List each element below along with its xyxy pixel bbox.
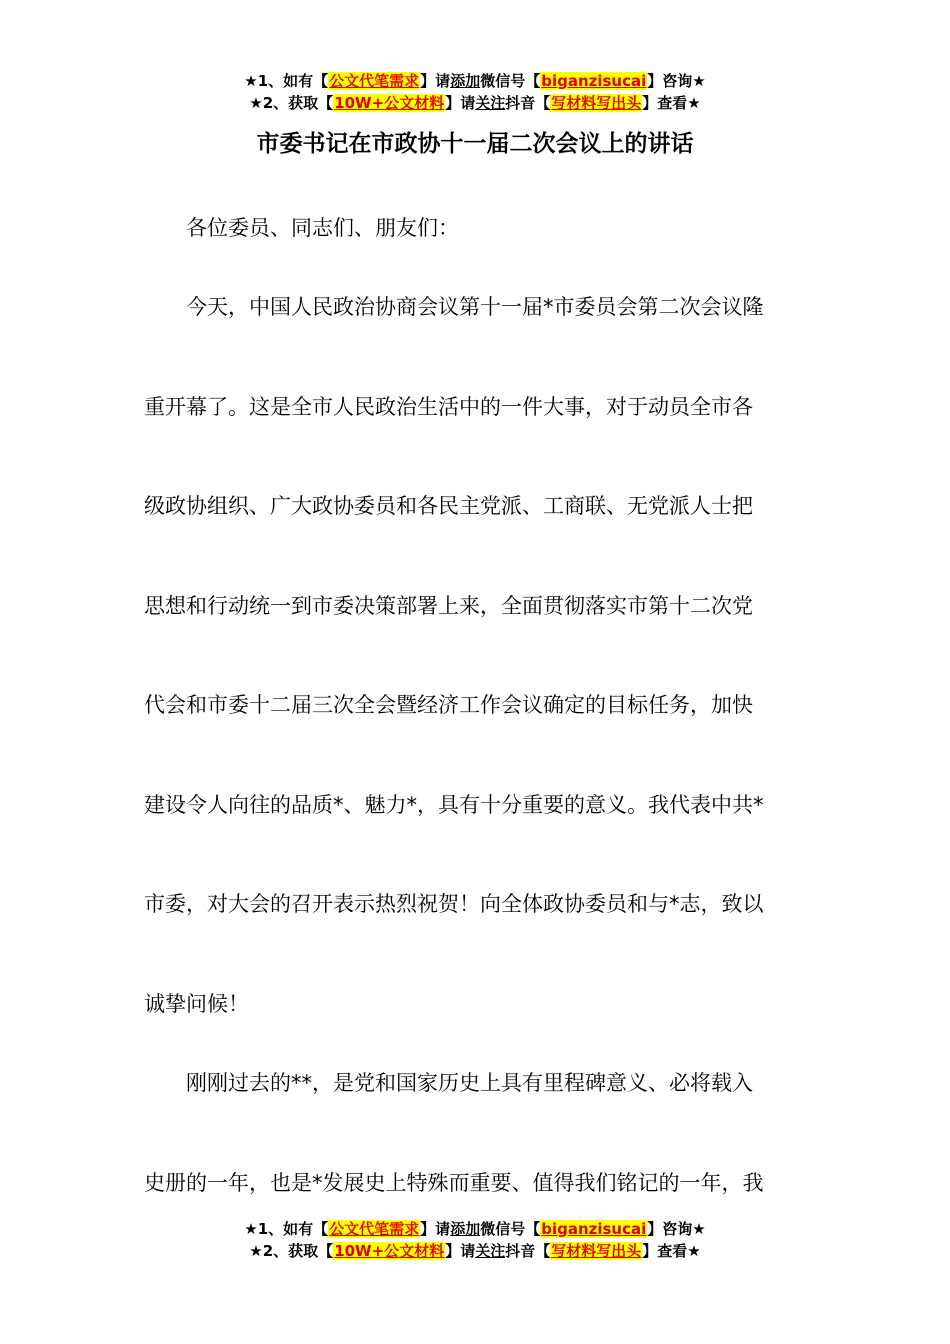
banner-text: 】请 [420, 1220, 451, 1238]
banner-text: ★1、如有【 [244, 72, 329, 90]
banner-text: 】请 [445, 1242, 476, 1260]
banner-highlight: biganzisucai [541, 1220, 647, 1238]
banner-text: 抖音【 [505, 94, 551, 112]
body-line: 刚刚过去的**，是党和国家历史上具有里程碑意义、必将载入 [144, 1071, 753, 1095]
body-line: 今天，中国人民政治协商会议第十一届*市委员会第二次会议隆 [144, 295, 764, 319]
banner-text: ★2、获取【 [249, 94, 334, 112]
banner-highlight: 10W+公文材料 [334, 94, 445, 112]
banner-line-2 [0, 1240, 950, 1262]
banner-text: 】请 [445, 94, 476, 112]
banner-text: 】咨询★ [647, 1220, 706, 1238]
banner-text: ★1、如有【 [244, 1220, 329, 1238]
banner-text: ★2、获取【 [249, 1242, 334, 1260]
body-line: 重开幕了。这是全市人民政治生活中的一件大事，对于动员全市各 [144, 395, 753, 419]
banner-highlight: 写材料写出头 [551, 94, 642, 112]
banner-emphasis: 关注 [475, 94, 506, 112]
banner-highlight: 公文代笔需求 [329, 1220, 420, 1238]
body-line: 市委，对大会的召开表示热烈祝贺！向全体政协委员和与*志，致以 [144, 892, 764, 916]
body-line: 级政协组织、广大政协委员和各民主党派、工商联、无党派人士把 [144, 494, 753, 518]
banner-text: 】请 [420, 72, 451, 90]
body-line: 建设令人向往的品质*、魅力*，具有十分重要的意义。我代表中共* [144, 793, 764, 817]
banner-text: 】咨询★ [647, 72, 706, 90]
banner-highlight: biganzisucai [541, 72, 647, 90]
banner-text: 微信号【 [480, 1220, 541, 1238]
body-line: 诚挚问候！ [144, 992, 249, 1016]
footer-banner [0, 1218, 950, 1262]
banner-line-1 [0, 1218, 950, 1240]
banner-highlight: 公文代笔需求 [329, 72, 420, 90]
body-line: 思想和行动统一到市委决策部署上来，全面贯彻落实市第十二次党 [144, 594, 753, 618]
banner-highlight: 写材料写出头 [551, 1242, 642, 1260]
body-line: 各位委员、同志们、朋友们： [144, 216, 459, 240]
banner-text: 】查看★ [642, 1242, 701, 1260]
banner-emphasis: 添加 [450, 72, 481, 90]
document-title: 市委书记在市政协十一届二次会议上的讲话 [256, 131, 694, 157]
header-banner [0, 70, 950, 114]
banner-line-1 [0, 70, 950, 92]
body-line: 代会和市委十二届三次全会暨经济工作会议确定的目标任务，加快 [144, 693, 753, 717]
banner-line-2 [0, 92, 950, 114]
banner-text: 微信号【 [480, 72, 541, 90]
banner-emphasis: 添加 [450, 1220, 481, 1238]
banner-highlight: 10W+公文材料 [334, 1242, 445, 1260]
banner-emphasis: 关注 [475, 1242, 506, 1260]
body-line: 史册的一年，也是*发展史上特殊而重要、值得我们铭记的一年，我 [144, 1171, 764, 1195]
banner-text: 】查看★ [642, 94, 701, 112]
banner-text: 抖音【 [505, 1242, 551, 1260]
